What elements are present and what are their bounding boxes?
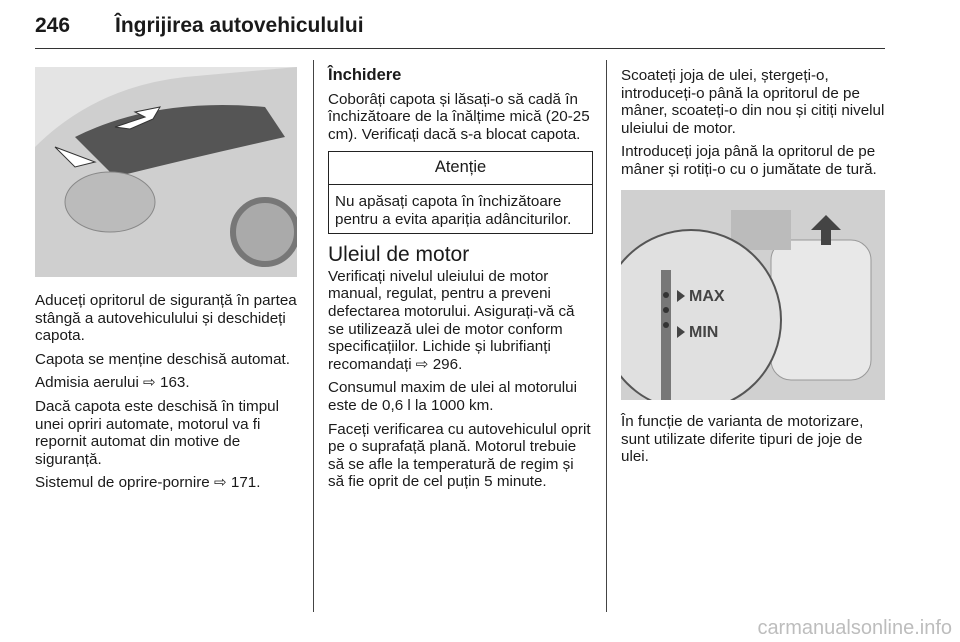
cross-reference: Admisia aerului ⇨ 163.: [35, 374, 190, 392]
dipstick-illustration: [621, 190, 885, 400]
caution-title: Atenție: [329, 152, 592, 185]
paragraph: Verificați nivelul uleiului de motor manual, regulat, pentru a preveni defectarea motorului. Asigurați-vă că se utilizează ulei de motor conform specificațiilor. Lichide și lubrifianți recomandați ⇨ 296.: [328, 267, 575, 373]
paragraph: Aduceți opritorul de siguranță în partea stângă a autovehiculului și deschideți capota.: [35, 292, 297, 345]
section-heading: Închidere: [328, 66, 402, 84]
paragraph: Capota se menține deschisă automat.: [35, 350, 290, 368]
caution-text: Nu apăsați capota în închizătoare pentru a evita apariția adânciturilor.: [335, 192, 572, 228]
paragraph: În funcție de varianta de motorizare, sunt utilizate diferite tipuri de joje de ulei.: [621, 413, 864, 466]
car-hood-illustration: [35, 67, 297, 277]
column-divider: [313, 60, 314, 612]
column-divider: [606, 60, 607, 612]
paragraph: Dacă capota este deschisă în timpul unei opriri automate, motorul va fi repornit automat din motive de siguranță.: [35, 397, 279, 468]
paragraph: Scoateți joja de ulei, ștergeți-o, introduceți-o până la opritorul de pe mâner, scoateți-o din nou și citiți nivelul uleiului de motor.: [621, 67, 885, 137]
column-3: [621, 67, 889, 185]
column-3-lower: [621, 413, 889, 472]
paragraph: Faceți verificarea cu autovehiculul oprit pe o suprafață plană. Motorul trebuie să se afle la temperatură de regim și să fie oprit de cel puțin 5 minute.: [328, 420, 591, 491]
page-title: Îngrijirea autovehiculului: [115, 14, 364, 37]
caution-box: [328, 151, 593, 234]
header-divider: [35, 48, 885, 49]
paragraph: Introduceți joja până la opritorul de pe mâner și rotiți-o cu o jumătate de tură.: [621, 143, 877, 178]
column-2: [328, 67, 593, 497]
column-1: [35, 292, 300, 498]
max-label: MAX: [689, 288, 725, 305]
min-label: MIN: [689, 324, 719, 341]
paragraph: Consumul maxim de ulei al motorului este de 0,6 l la 1000 km.: [328, 379, 578, 414]
cross-reference: Sistemul de oprire-pornire ⇨ 171.: [35, 474, 261, 492]
section-title: Uleiul de motor: [328, 243, 470, 267]
watermark: carmanualsonline.info: [757, 617, 952, 639]
page-number: 246: [35, 14, 71, 37]
paragraph: Coborâți capota și lăsați-o să cadă în închizătoare de la înălțime mică (20-25 cm). Verificați dacă s-a blocat capota.: [328, 90, 590, 143]
